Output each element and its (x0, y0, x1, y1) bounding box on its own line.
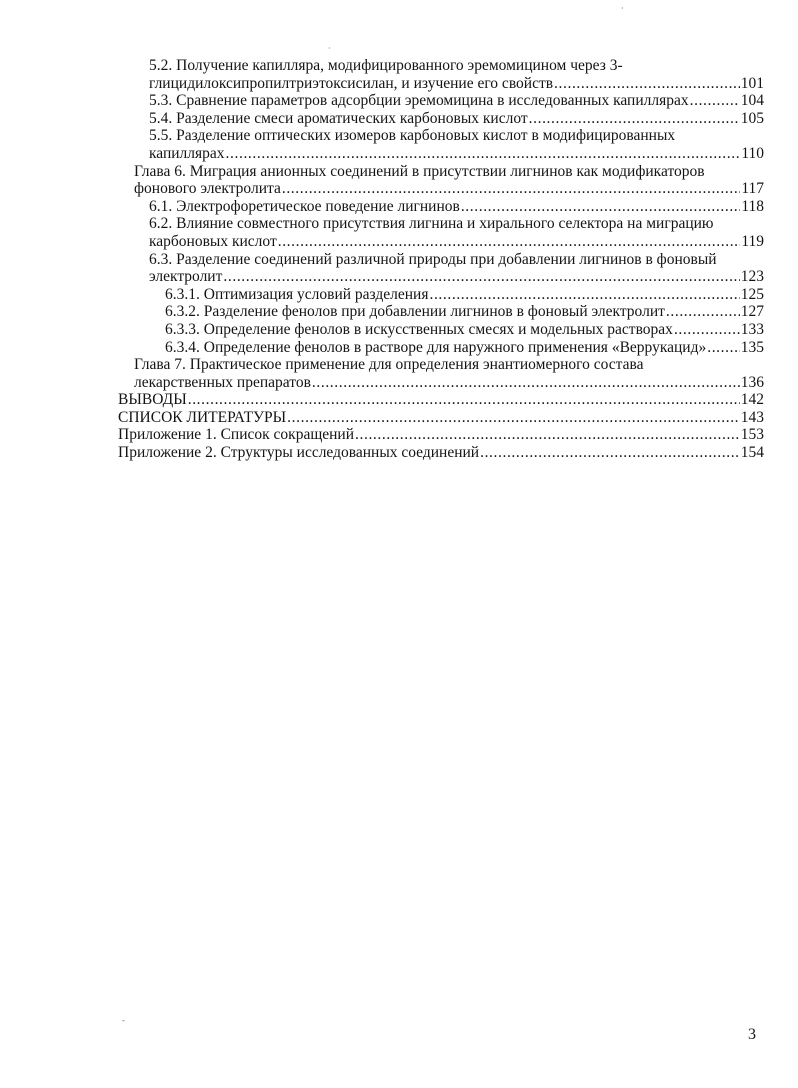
toc-leader-dots (312, 374, 740, 392)
toc-page-number: 104 (740, 92, 764, 110)
scan-speck: - (122, 1016, 125, 1025)
toc-page-number: 135 (740, 338, 764, 356)
toc-entry-title: Глава 7. Практическое применение для определения энантиомерного состава (134, 356, 644, 374)
toc-entry[interactable] (118, 215, 764, 250)
toc-entry[interactable] (118, 92, 764, 110)
toc-entry-title: 5.2. Получение капилляра, модифицированного эремомицином через 3- (149, 57, 623, 74)
toc-leader-dots (282, 180, 740, 198)
toc-page-number: 101 (740, 74, 764, 92)
toc-leader-dots (707, 339, 740, 357)
toc-entry[interactable] (118, 321, 764, 339)
toc-page-number: 153 (740, 426, 764, 444)
toc-entry-title: 6.3.1. Оптимизация условий разделения (165, 285, 429, 303)
toc-page-number: 110 (741, 144, 764, 162)
toc-leader-dots (287, 409, 740, 427)
toc-entry-title: 6.3. Разделение соединений различной природы при добавлении лигнинов в фоновый (149, 250, 717, 268)
toc-entry[interactable] (118, 444, 764, 462)
page-number: 3 (748, 1026, 756, 1043)
toc-page-number: 119 (741, 232, 764, 250)
toc-entry[interactable] (118, 339, 764, 357)
toc-entry-title: 5.3. Сравнение параметров адсорбции эремомицина в исследованных капиллярах (149, 92, 689, 110)
toc-entry-title-continued: электролит (149, 268, 223, 286)
toc-page-number: 105 (740, 109, 764, 127)
toc-leader-dots (461, 198, 740, 216)
toc-entry-title: 5.4. Разделение смеси ароматических карбоновых кислот (149, 109, 528, 127)
toc-entry-title: 6.3.4. Определение фенолов в растворе для наружного применения «Веррукацид» (165, 338, 707, 356)
toc-entry[interactable] (118, 127, 764, 162)
toc-entry-title: Приложение 1. Список сокращений (118, 426, 355, 444)
toc-entry-title-continued: лекарственных препаратов (134, 373, 311, 391)
toc-leader-dots (223, 268, 739, 286)
toc-leader-dots (480, 444, 740, 462)
toc-entry-title-continued: глицидилоксипропилтриэтоксисилан, и изучение его свойств (149, 74, 554, 92)
toc-page-number: 117 (741, 180, 764, 198)
toc-leader-dots (429, 286, 739, 304)
toc-entry[interactable] (118, 251, 764, 286)
toc-entry-title-continued: карбоновых кислот (149, 232, 277, 250)
toc-entry-title: 6.3.3. Определение фенолов в искусственных смесях и модельных растворах (165, 320, 673, 338)
toc-page-number: 136 (740, 373, 764, 391)
toc-entry[interactable] (118, 286, 764, 304)
toc-entry[interactable] (118, 356, 764, 391)
toc-entry-title: СПИСОК ЛИТЕРАТУРЫ (118, 408, 287, 426)
scan-speck: · (328, 44, 331, 53)
toc-leader-dots (188, 391, 740, 409)
toc-leader-dots (278, 233, 741, 251)
toc-entry-title: ВЫВОДЫ (118, 391, 187, 409)
toc-entry-title-continued: капиллярах (149, 144, 225, 162)
toc-entry[interactable] (118, 426, 764, 444)
toc-entry-title: Приложение 2. Структуры исследованных соединений (118, 444, 480, 462)
toc-entry[interactable] (118, 198, 764, 216)
toc-entry-title: 6.1. Электрофоретическое поведение лигнинов (149, 197, 460, 215)
toc-entry[interactable] (118, 57, 764, 92)
toc-entry[interactable] (118, 409, 764, 427)
toc-entry-title: Глава 6. Миграция анионных соединений в присутствии лигнинов как модификаторов (134, 162, 705, 180)
toc-leader-dots (355, 426, 740, 444)
toc-leader-dots (690, 92, 740, 110)
toc-entry-title: 5.5. Разделение оптических изомеров карбоновых кислот в модифицированных (149, 127, 676, 145)
scan-speck: · (621, 4, 624, 13)
toc-entry-title: 6.3.2. Разделение фенолов при добавлении лигнинов в фоновый электролит (165, 303, 665, 321)
toc-leader-dots (529, 110, 740, 128)
toc-leader-dots (226, 145, 741, 163)
toc-entry[interactable] (118, 303, 764, 321)
toc-leader-dots (554, 75, 740, 93)
toc-page-number: 125 (740, 285, 764, 303)
toc-page-number: 118 (741, 197, 764, 215)
toc-page-number: 133 (740, 320, 764, 338)
table-of-contents (118, 57, 764, 462)
toc-leader-dots (666, 303, 740, 321)
toc-page-number: 127 (740, 303, 764, 321)
toc-entry[interactable] (118, 163, 764, 198)
toc-entry-title-continued: фонового электролита (134, 180, 281, 198)
toc-page-number: 123 (740, 268, 764, 286)
toc-leader-dots (674, 321, 740, 339)
toc-page-number: 154 (740, 444, 764, 462)
toc-entry-title: 6.2. Влияние совместного присутствия лигнина и хирального селектора на миграцию (149, 215, 714, 233)
toc-page-number: 142 (740, 391, 764, 409)
toc-page-number: 143 (740, 408, 764, 426)
toc-entry[interactable] (118, 110, 764, 128)
toc-entry[interactable] (118, 391, 764, 409)
